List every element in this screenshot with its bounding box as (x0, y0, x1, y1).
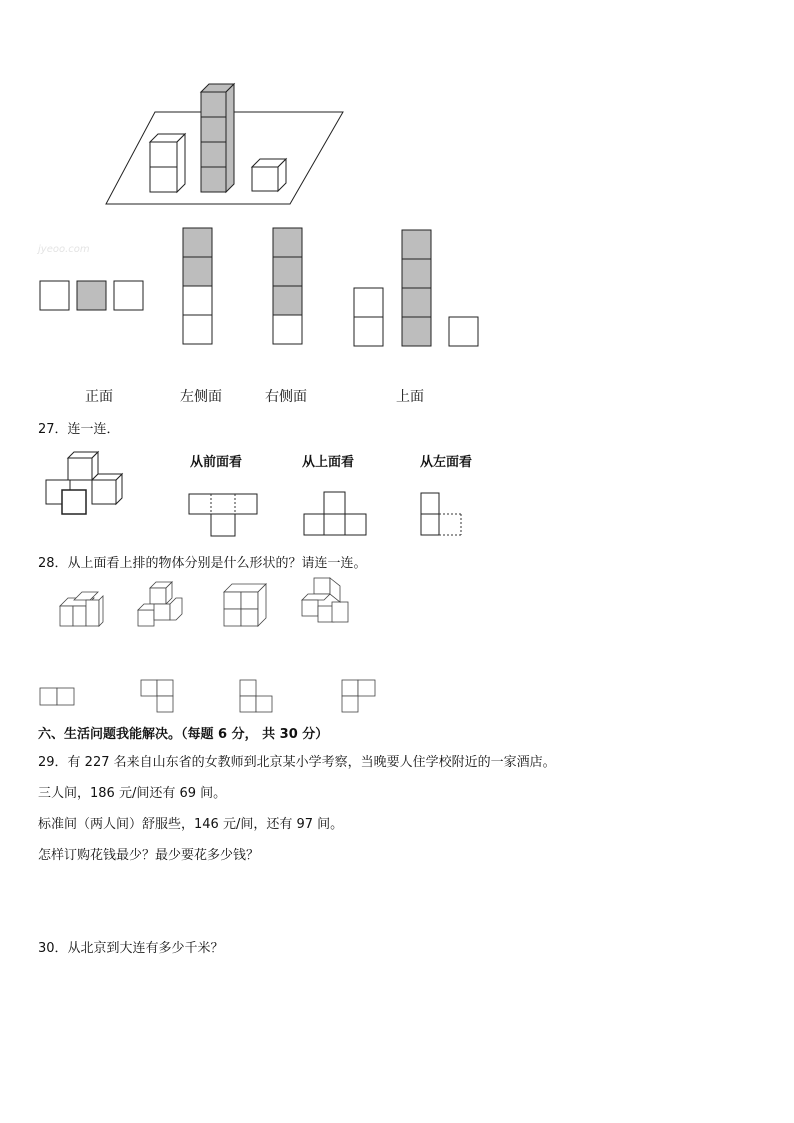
q30-line1: 30．从北京到大连有多少千米？ (38, 941, 224, 956)
q27-view-front (189, 494, 261, 542)
q28-view-1 (40, 688, 80, 710)
q28-solid-4 (300, 576, 356, 632)
label-top: 上面 (396, 389, 424, 405)
right-view (273, 228, 307, 348)
q27-title: 27．连一连． (38, 422, 120, 437)
top-view (354, 230, 484, 350)
q28-title: 28．从上面看上排的物体分别是什么形状的？请连一连。 (38, 556, 367, 571)
front-view (40, 281, 150, 315)
q27-view-left (421, 493, 471, 541)
q29-line1: 29．有 227 名来自山东省的女教师到北京某小学考察，当晚要人住学校附近的一家酒店。 (38, 755, 556, 770)
q28-view-4 (342, 680, 382, 720)
q27-solid (44, 450, 134, 520)
q28-view-2 (141, 680, 181, 720)
q28-solid-1 (58, 592, 108, 632)
cube-stack-figure (100, 82, 360, 212)
q28-solid-3 (222, 582, 272, 632)
section6-heading: 六、生活问题我能解决。（每题 6 分， 共 30 分） (38, 727, 329, 742)
q27-caption-left: 从左面看 (420, 455, 473, 470)
left-view (183, 228, 217, 348)
watermark: jyeoo.com (38, 244, 90, 255)
q28-view-3 (240, 680, 280, 720)
q27-view-top (304, 492, 370, 540)
q29-line3: 标准间（两人间）舒服些，146 元/间，还有 97 间。 (38, 817, 344, 832)
label-front: 正面 (85, 389, 113, 405)
q29-line4: 怎样订购花钱最少？最少要花多少钱？ (38, 848, 260, 863)
q27-caption-top: 从上面看 (302, 455, 355, 470)
q28-solid-2 (136, 582, 186, 632)
q27-caption-front: 从前面看 (190, 455, 243, 470)
q29-line2: 三人间，186 元/间还有 69 间。 (38, 786, 227, 801)
label-right-side: 右侧面 (265, 389, 307, 405)
label-left-side: 左侧面 (180, 389, 222, 405)
